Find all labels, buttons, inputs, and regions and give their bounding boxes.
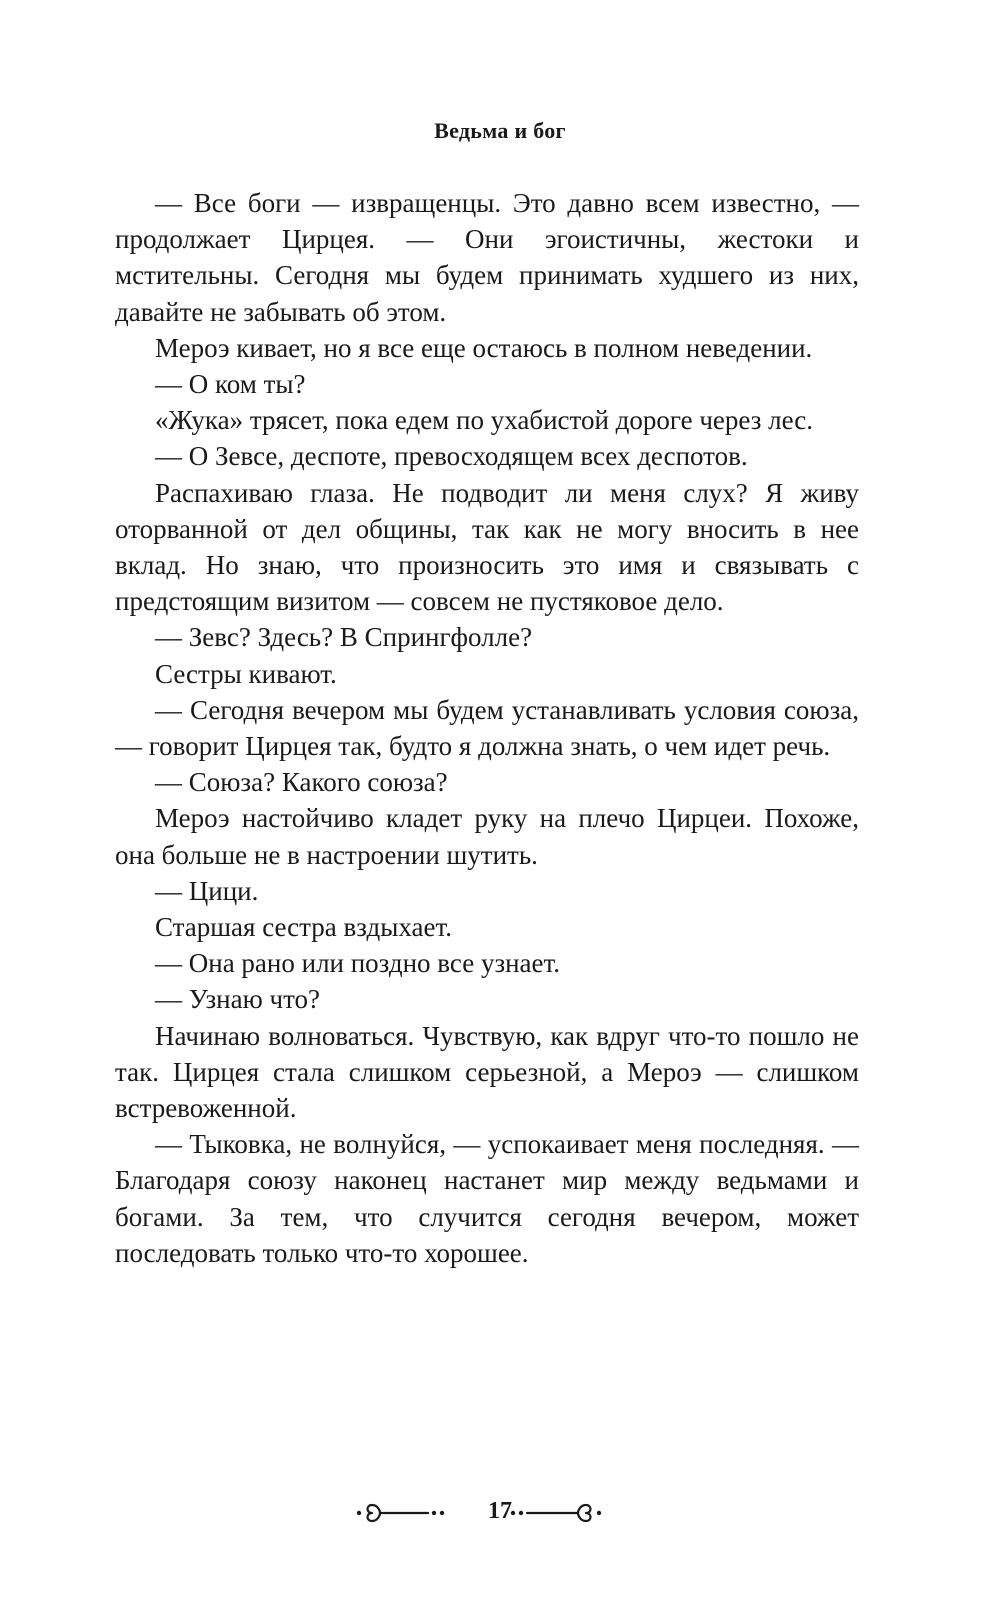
paragraph: Старшая сестра вздыхает.	[155, 912, 452, 943]
paragraph: Мероэ кивает, но я все еще остаюсь в полном неведении.	[155, 332, 813, 363]
page-number: 17	[488, 1498, 512, 1524]
paragraph: Мероэ настойчиво кладет руку на плечо Цирцеи. Похоже, она больше не в настроении шутить.	[115, 803, 859, 870]
paragraph: «Жука» трясет, пока едем по ухабистой дороге через лес.	[155, 405, 813, 436]
paragraph: — Зевс? Здесь? В Спрингфолле?	[155, 622, 533, 653]
paragraph: — О Зевсе, деспоте, превосходящем всех деспотов.	[155, 441, 748, 472]
paragraph: — Сегодня вечером мы будем устанавливать условия союза, — говорит Цирцея так, будто я должна знать, о чем идет речь.	[115, 694, 859, 762]
paragraph: Сестры кивают.	[155, 658, 337, 689]
paragraph: — Она рано или поздно все узнает.	[155, 948, 561, 979]
paragraph: — Узнаю что?	[155, 984, 321, 1015]
paragraph: — Тыковка, не волнуйся, — успокаивает меня последняя. — Благодаря союзу наконец настанет мир между ведьмами и богами. За тем, что случится сегодня вечером, может последовать только что-то хорошее.	[115, 1129, 859, 1268]
running-head: Ведьма и бог	[434, 118, 566, 143]
paragraph: — О ком ты?	[155, 369, 306, 400]
paragraph: Распахиваю глаза. Не подводит ли меня слух? Я живу оторванной от дел общины, так как не могу вносить в нее вклад. Но знаю, что произносить это имя и связывать с предстоящим визитом — совсем не пустяковое дело.	[115, 477, 859, 617]
body-text	[115, 185, 859, 1271]
paragraph: Начинаю волноваться. Чувствую, как вдруг что-то пошло не так. Цирцея стала слишком серьезной, а Мероэ — слишком встревоженной.	[115, 1020, 859, 1124]
paragraph: — Все боги — извращенцы. Это давно всем известно, — продолжает Цирцея. — Они эгоистичны, жестоки и мстительны. Сегодня мы будем принимать худшего из них, давайте не забывать об этом.	[115, 188, 859, 327]
paragraph: — Союза? Какого союза?	[155, 767, 448, 798]
paragraph: — Цици.	[155, 875, 259, 906]
page-footer	[0, 1494, 1000, 1534]
